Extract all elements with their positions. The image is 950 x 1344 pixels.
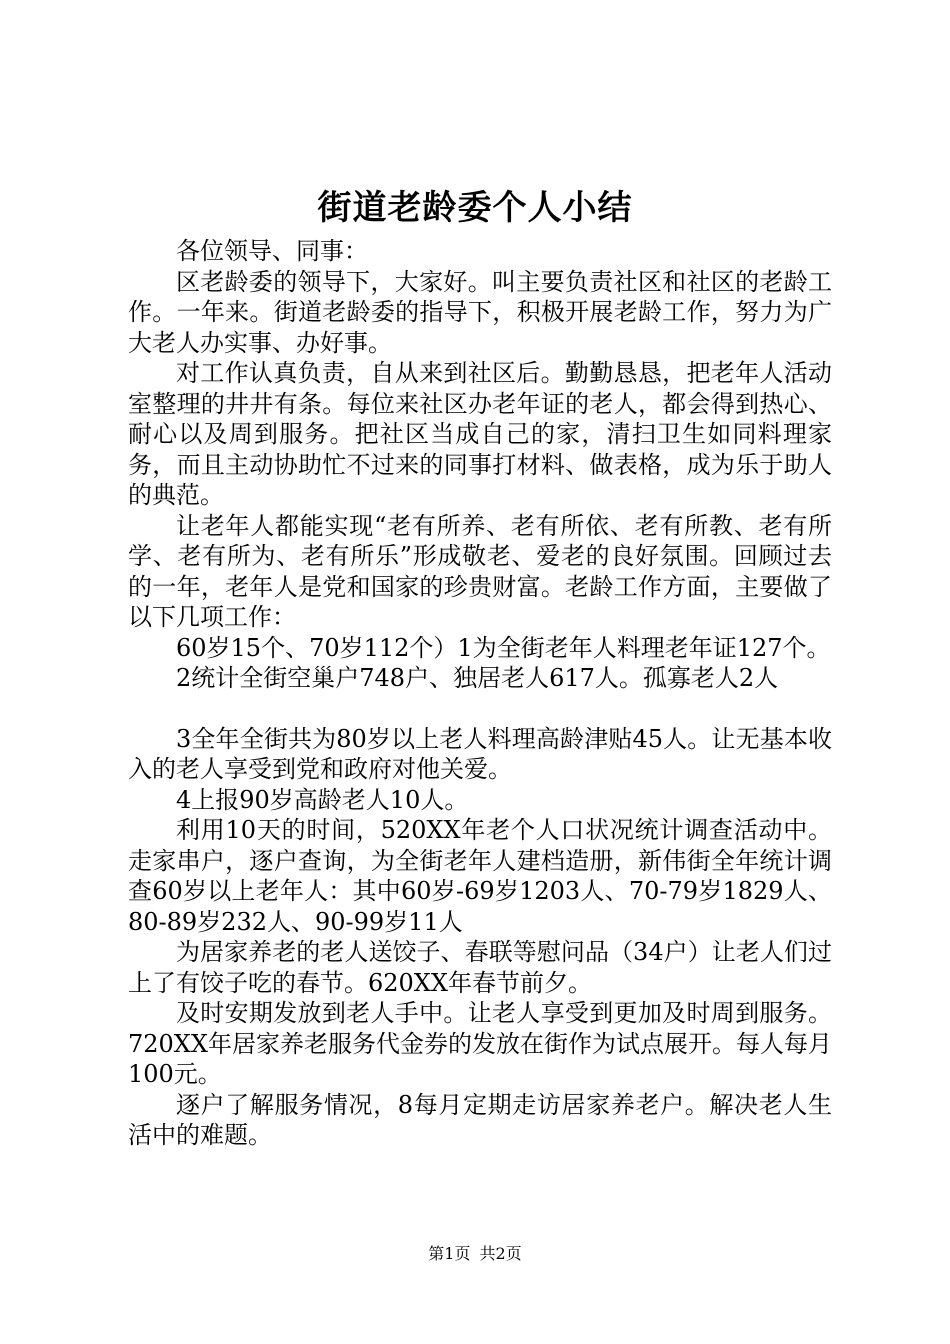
page-number: 第1页 xyxy=(428,1244,471,1263)
paragraph-item-5: 利用10天的时间，520XX年老个人口状况统计调查活动中。走家串户，逐户查询，为全街老年人建档造册，新伟街全年统计调查60岁以上老年人：其中60岁-69岁1203人、70-79岁1829人、80-89岁232人、90-99岁11人 xyxy=(128,816,832,936)
paragraph-item-8: 逐户了解服务情况，8每月定期走访居家养老户。解决老人生活中的难题。 xyxy=(128,1090,832,1149)
paragraph: 让老年人都能实现“老有所养、老有所依、老有所教、老有所学、老有所为、老有所乐”形成敬老、爱老的良好氛围。回顾过去的一年，老年人是党和国家的珍贵财富。老龄工作方面，主要做了以下几项工作： xyxy=(128,511,832,631)
page-total: 共2页 xyxy=(479,1244,522,1263)
paragraph-item-2: 2统计全街空巢户748户、独居老人617人。孤寡老人2人 xyxy=(176,664,779,692)
paragraph-item-3: 3全年全街共为80岁以上老人料理高龄津贴45人。让无基本收入的老人享受到党和政府对他关爱。 xyxy=(128,724,832,783)
page-footer xyxy=(0,1244,950,1264)
document-title: 街道老龄委个人小结 xyxy=(317,188,633,228)
paragraph-item-7: 及时安期发放到老人手中。让老人享受到更加及时周到服务。720XX年居家养老服务代金券的发放在街作为试点展开。每人每月100元。 xyxy=(128,999,832,1088)
paragraph: 对工作认真负责，自从来到社区后。勤勤恳恳，把老年人活动室整理的井井有条。每位来社区办老年证的老人，都会得到热心、耐心以及周到服务。把社区当成自己的家，清扫卫生如同料理家务，而且主动协助忙不过来的同事打材料、做表格，成为乐于助人的典范。 xyxy=(128,359,832,509)
paragraph: 区老龄委的领导下，大家好。叫主要负责社区和社区的老龄工作。一年来。街道老龄委的指导下，积极开展老龄工作，努力为广大老人办实事、办好事。 xyxy=(128,267,832,357)
paragraph-item-6: 为居家养老的老人送饺子、春联等慰问品（34户）让老人们过上了有饺子吃的春节。620XX年春节前夕。 xyxy=(128,938,832,997)
paragraph-item-1: 60岁15个、70岁112个）1为全街老年人料理老年证127个。 xyxy=(176,633,831,662)
paragraph-item-4: 4上报90岁高龄老人10人。 xyxy=(176,785,469,814)
paragraph-greeting: 各位领导、同事： xyxy=(176,237,368,265)
document-body xyxy=(128,236,832,1151)
